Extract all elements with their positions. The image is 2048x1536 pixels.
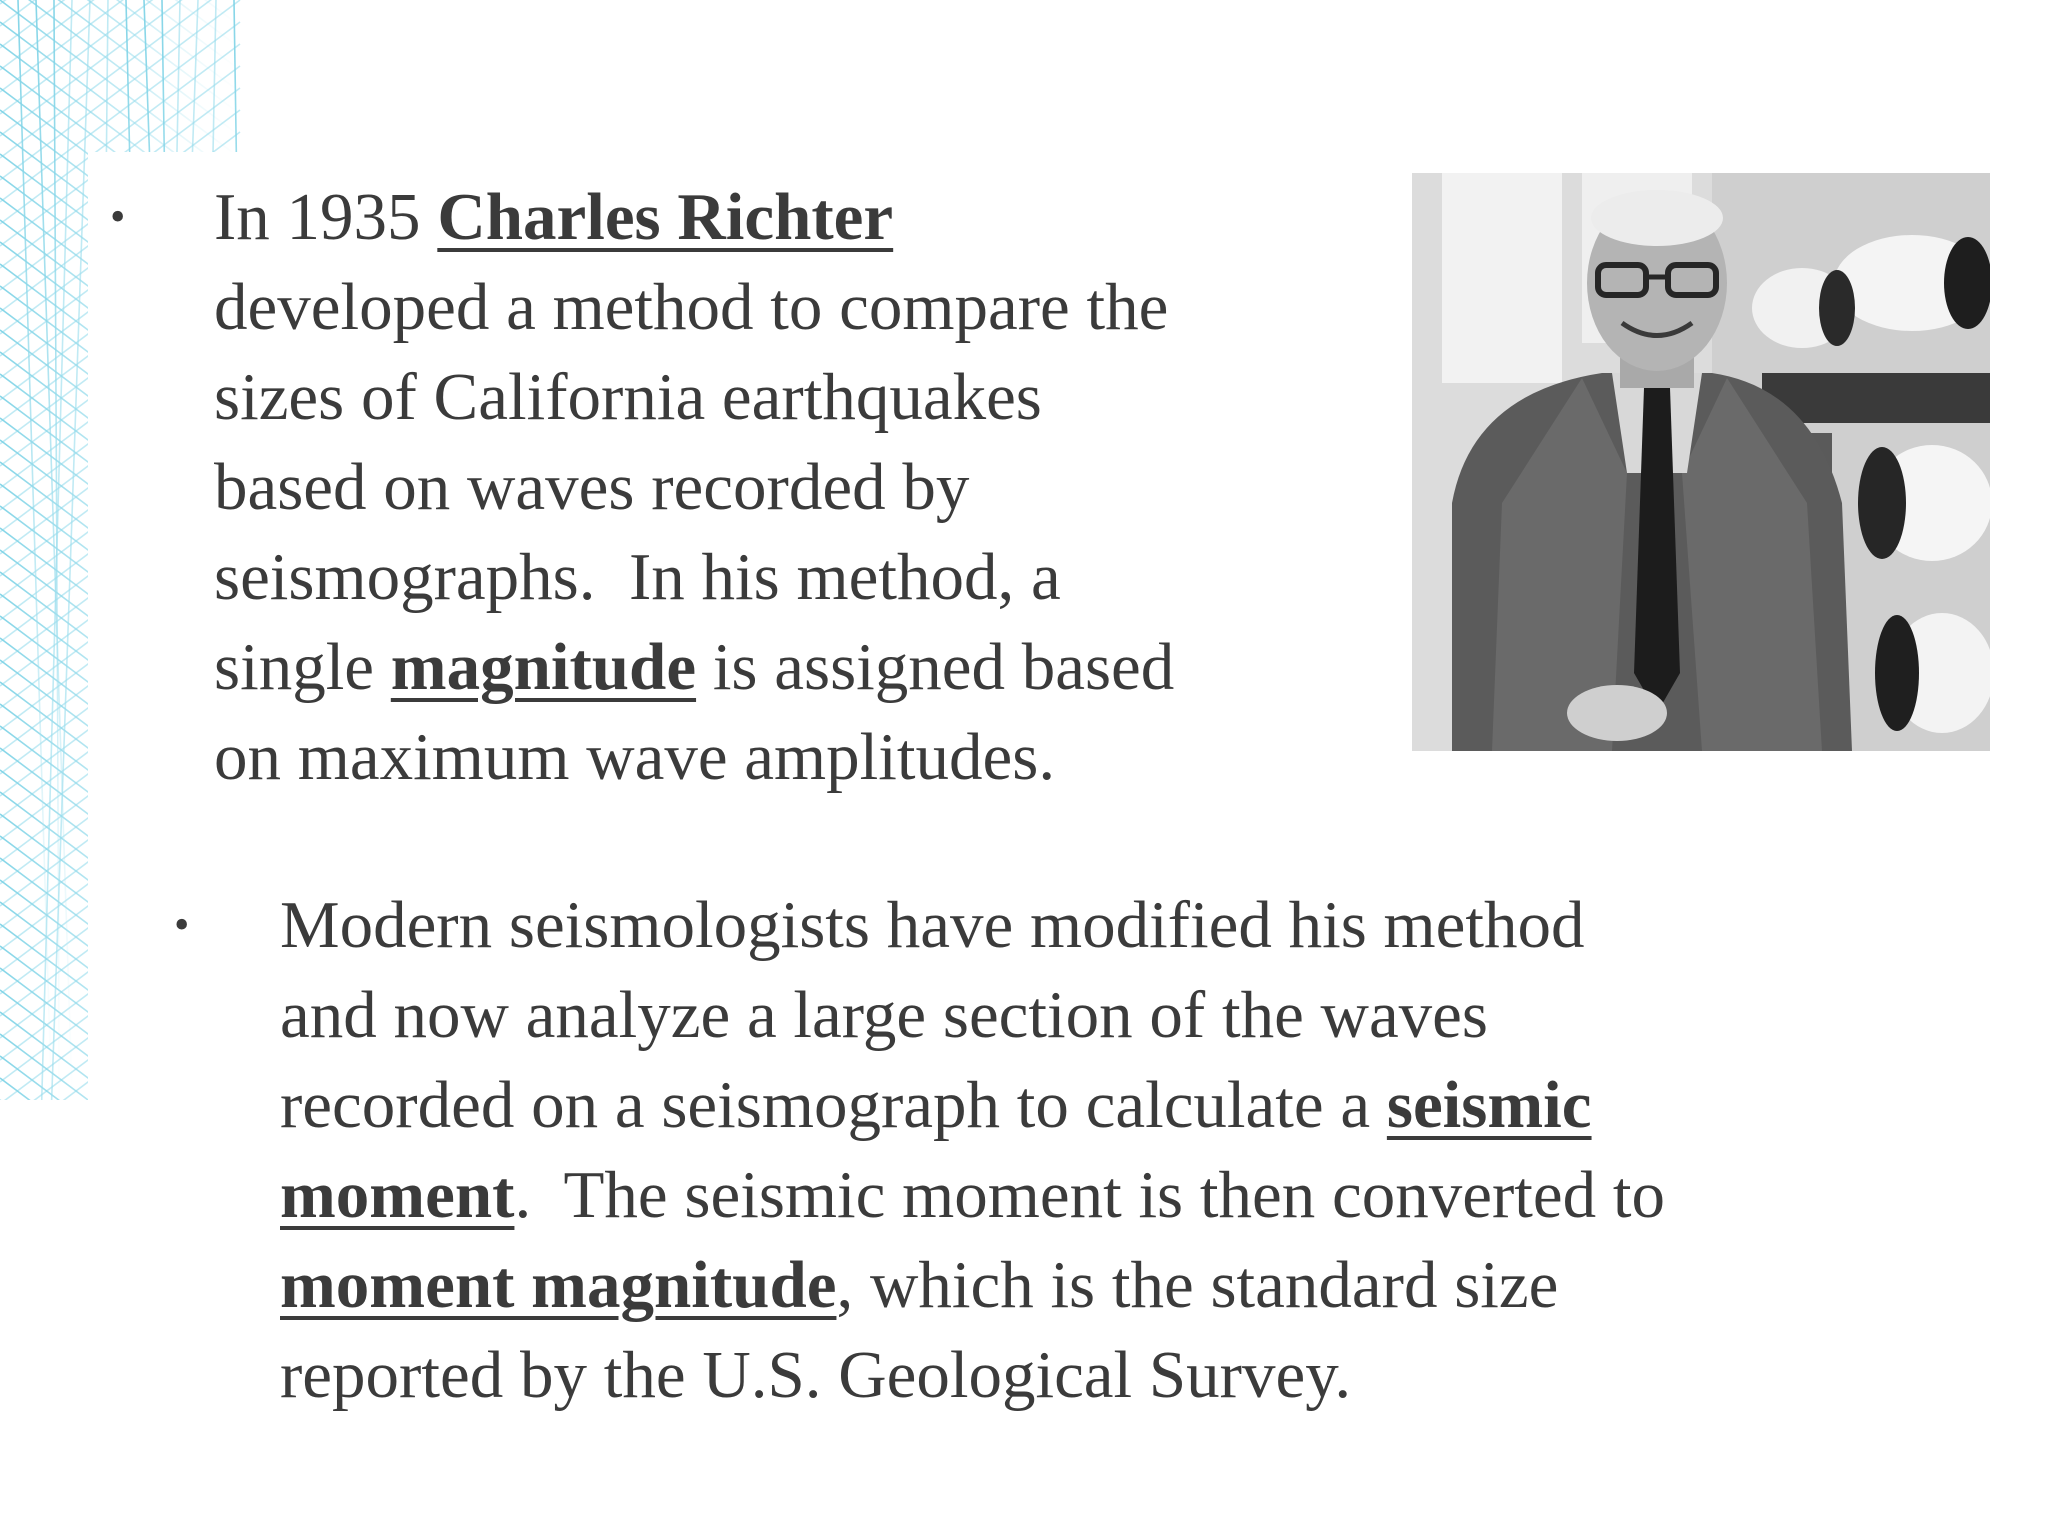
term-moment-magnitude: moment magnitude <box>280 1248 837 1322</box>
bullet-modern-seismologists <box>174 880 1854 1440</box>
paragraph-modern-seismologists <box>280 880 1665 1420</box>
portrait-photo-charles-richter <box>1412 173 1990 751</box>
text-line: seismographs. In his method, a <box>214 540 1061 614</box>
text-line: based on waves recorded by <box>214 450 970 524</box>
text-line: on maximum wave amplitudes. <box>214 720 1056 794</box>
term-moment: moment <box>280 1158 515 1232</box>
term-magnitude: magnitude <box>390 630 697 704</box>
text-line: sizes of California earthquakes <box>214 360 1042 434</box>
text-line: and now analyze a large section of the waves <box>280 978 1488 1052</box>
text-line: In 1935 Charles Richter <box>214 180 894 254</box>
text-line: recorded on a seismograph to calculate a seismic <box>280 1068 1592 1142</box>
text-line: single magnitude is assigned based <box>214 630 1175 704</box>
term-seismic: seismic <box>1386 1068 1592 1142</box>
bullet-marker: • <box>174 900 190 949</box>
term-charles-richter: Charles Richter <box>437 180 894 254</box>
paragraph-richter <box>214 172 1174 802</box>
text-line: moment magnitude, which is the standard size <box>280 1248 1559 1322</box>
text-line: Modern seismologists have modified his method <box>280 888 1585 962</box>
bullet-richter <box>110 172 1410 812</box>
text-line: reported by the U.S. Geological Survey. <box>280 1338 1352 1412</box>
text-line: developed a method to compare the <box>214 270 1169 344</box>
text-line: moment. The seismic moment is then converted to <box>280 1158 1665 1232</box>
bullet-marker: • <box>110 192 126 241</box>
